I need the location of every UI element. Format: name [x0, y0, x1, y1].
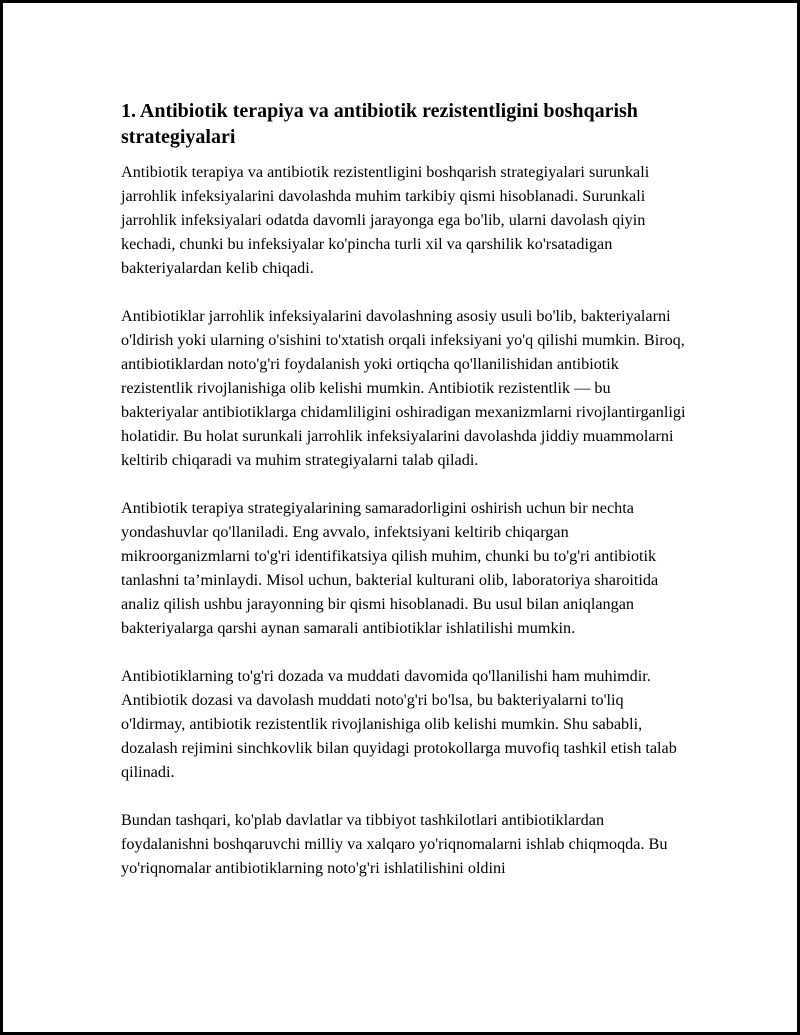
- document-body: [121, 98, 691, 904]
- paragraph-3: Antibiotik terapiya strategiyalarining samaradorligini oshirish uchun bir nechta yondashuvlar qo'llaniladi. Eng avvalo, infektsiyani keltirib chiqargan mikroorganizmlarni to'g'ri identifikatsiya qilish muhim, chunki bu to'g'ri antibiotik tanlashni ta’minlaydi. Misol uchun, bakterial kulturani olib, laboratoriya sharoitida analiz qilish ushbu jarayonning bir qismi hisoblanadi. Bu usul bilan aniqlangan bakteriyalarga qarshi aynan samarali antibiotiklar ishlatilishi mumkin.: [121, 499, 659, 637]
- section-heading: 1. Antibiotik terapiya va antibiotik rezistentligini boshqarish strategiyalari: [121, 100, 638, 148]
- paragraph-4: Antibiotiklarning to'g'ri dozada va muddati davomida qo'llanilishi ham muhimdir. Antibiotik dozasi va davolash muddati noto'g'ri bo'lsa, bu bakteriyalarni to'liq o'ldirmay, antibiotik rezistentlik rivojlanishiga olib kelishi mumkin. Shu sababli, dozalash rejimini sinchkovlik bilan quyidagi protokollarga muvofiq tashkil etish talab qilinadi.: [121, 667, 677, 781]
- paragraph-2: Antibiotiklar jarrohlik infeksiyalarini davolashning asosiy usuli bo'lib, bakteriyalarni o'ldirish yoki ularning o'sishini to'xtatish orqali infeksiyani yo'q qilishi mumkin. Biroq, antibiotiklardan noto'g'ri foydalanish yoki ortiqcha qo'llanilishidan antibiotik rezistentlik rivojlanishiga olib kelishi mumkin. Antibiotik rezistentlik — bu bakteriyalar antibiotiklarga chidamliligini oshiradigan mexanizmlarni rivojlantirganligi holatidir. Bu holat surunkali jarrohlik infeksiyalarini davolashda jiddiy muammolarni keltirib chiqaradi va muhim strategiyalarni talab qiladi.: [121, 307, 686, 469]
- paragraph-1: Antibiotik terapiya va antibiotik rezistentligini boshqarish strategiyalari surunkali jarrohlik infeksiyalarini davolashda muhim tarkibiy qismi hisoblanadi. Surunkali jarrohlik infeksiyalari odatda davomli jarayonga ega bo'lib, ularni davolash qiyin kechadi, chunki bu infeksiyalar ko'pincha turli xil va qarshilik ko'rsatadigan bakteriyalardan kelib chiqadi.: [121, 163, 650, 277]
- paragraph-5: Bundan tashqari, ko'plab davlatlar va tibbiyot tashkilotlari antibiotiklardan foydalanishni boshqaruvchi milliy va xalqaro yo'riqnomalarni ishlab chiqmoqda. Bu yo'riqnomalar antibiotiklarning noto'g'ri ishlatilishini oldini: [121, 811, 668, 877]
